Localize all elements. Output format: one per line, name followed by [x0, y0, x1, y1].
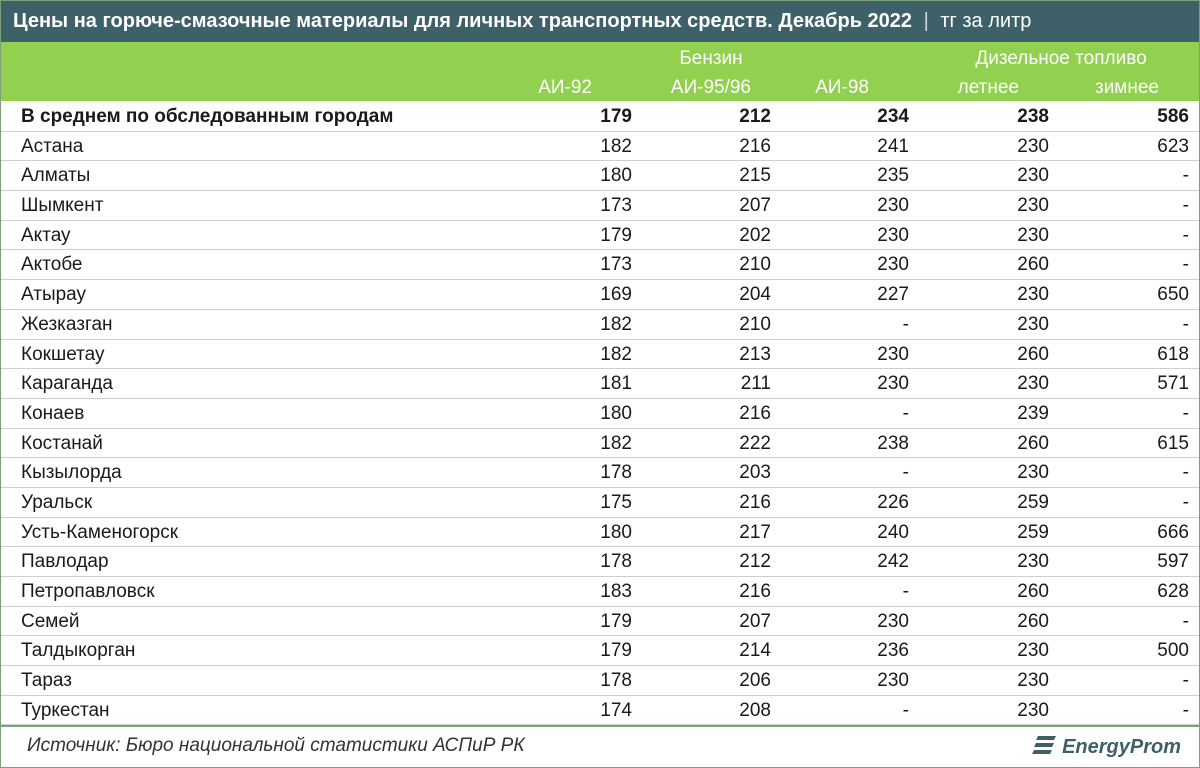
- price-cell-winter: -: [1182, 610, 1189, 632]
- price-cell-ai95: 216: [739, 581, 771, 602]
- table-row: [1, 280, 1199, 310]
- price-cell-ai92: 180: [600, 402, 632, 424]
- price-cell-ai95: 211: [740, 373, 771, 395]
- average-row: [1, 102, 1199, 132]
- price-cell-ai92: 179: [600, 640, 632, 662]
- price-cell-ai92: 173: [600, 195, 632, 217]
- city-label: Кызылорда: [21, 462, 122, 484]
- column-header-ai98: АИ-98: [815, 77, 869, 98]
- price-cell-ai98: 230: [877, 195, 909, 217]
- price-cell-ai95: 216: [739, 402, 771, 424]
- price-cell-ai92: 180: [600, 521, 632, 543]
- price-cell-winter: -: [1182, 462, 1189, 484]
- table-row: [1, 518, 1199, 548]
- column-header-ai95: АИ-95/96: [670, 77, 751, 98]
- table-row: [1, 310, 1199, 340]
- price-cell-ai95: 222: [739, 432, 771, 454]
- price-cell-ai98: 230: [877, 670, 909, 692]
- price-cell-ai98: 241: [877, 135, 909, 157]
- price-cell-winter: 623: [1157, 135, 1189, 157]
- column-group-benzin: Бензин: [679, 48, 743, 69]
- price-cell-winter: 618: [1157, 343, 1189, 365]
- price-cell-winter: 666: [1157, 521, 1189, 543]
- price-cell-summer: 259: [1017, 491, 1049, 513]
- price-cell-ai92: 178: [600, 670, 632, 692]
- energyprom-logo-icon: [1032, 734, 1058, 761]
- price-cell-ai95: 216: [739, 135, 771, 157]
- table-row: [1, 696, 1199, 726]
- price-cell-summer: 230: [1017, 640, 1049, 662]
- price-cell-ai92: 179: [600, 224, 632, 246]
- price-cell-winter: -: [1182, 254, 1189, 276]
- price-cell-ai92: 182: [600, 432, 632, 454]
- column-group-diesel: Дизельное топливо: [975, 48, 1147, 69]
- city-label: Алматы: [21, 165, 91, 187]
- price-cell-winter: -: [1182, 402, 1189, 424]
- city-label: Атырау: [21, 284, 87, 306]
- price-cell-ai95: 202: [739, 224, 771, 246]
- price-cell-ai98: 230: [877, 610, 909, 632]
- price-cell-summer: 230: [1017, 195, 1049, 217]
- price-cell-ai98: -: [902, 699, 909, 721]
- price-cell-summer: 230: [1017, 135, 1049, 157]
- price-cell-ai92: 180: [600, 165, 632, 187]
- price-cell-ai92: 175: [600, 491, 632, 513]
- price-cell-ai95: 212: [739, 551, 771, 573]
- table-row: [1, 369, 1199, 399]
- logo-text: EnergyProm: [1062, 736, 1181, 758]
- price-cell-summer: 260: [1017, 254, 1049, 276]
- price-cell-ai98: 227: [877, 284, 909, 306]
- price-cell-winter: -: [1182, 491, 1189, 513]
- footer: [1, 725, 1199, 768]
- price-cell-summer: 259: [1017, 521, 1049, 543]
- price-cell-ai95: 207: [739, 610, 771, 632]
- city-label: Талдыкорган: [21, 640, 136, 662]
- price-cell-winter: 628: [1157, 581, 1189, 602]
- price-cell-ai98: 240: [877, 521, 909, 543]
- price-cell-summer: 230: [1017, 670, 1049, 692]
- price-cell-ai95: 210: [739, 313, 771, 335]
- price-cell-ai98: 226: [877, 491, 909, 513]
- price-cell-ai98: 230: [877, 254, 909, 276]
- city-label: Актобе: [21, 254, 83, 276]
- price-cell-ai95: 214: [739, 640, 771, 662]
- price-cell-winter: 586: [1157, 106, 1189, 127]
- price-cell-ai98: 230: [877, 373, 909, 395]
- table-row: [1, 429, 1199, 459]
- price-cell-ai92: 178: [600, 462, 632, 484]
- price-cell-ai98: -: [902, 581, 909, 602]
- price-cell-ai95: 215: [739, 165, 771, 187]
- price-cell-ai98: 230: [877, 343, 909, 365]
- city-label: В среднем по обследованным городам: [21, 106, 394, 127]
- price-cell-summer: 230: [1017, 551, 1049, 573]
- price-cell-winter: -: [1182, 195, 1189, 217]
- city-label: Семей: [21, 610, 80, 632]
- city-label: Жезказган: [21, 313, 113, 335]
- price-cell-ai92: 173: [600, 254, 632, 276]
- price-cell-summer: 260: [1017, 581, 1049, 602]
- price-cell-summer: 238: [1017, 106, 1049, 127]
- price-cell-summer: 260: [1017, 432, 1049, 454]
- city-label: Караганда: [21, 373, 113, 395]
- price-cell-ai92: 182: [600, 343, 632, 365]
- price-cell-summer: 230: [1017, 462, 1049, 484]
- price-cell-summer: 230: [1017, 284, 1049, 306]
- price-cell-ai92: 181: [600, 373, 632, 395]
- price-cell-ai92: 169: [600, 284, 632, 306]
- source-note: Источник: Бюро национальной статистики АСПиР РК: [27, 735, 525, 756]
- price-cell-winter: 650: [1157, 284, 1189, 306]
- city-label: Костанай: [21, 432, 103, 454]
- city-label: Актау: [21, 224, 71, 246]
- table-row: [1, 221, 1199, 251]
- city-label: Уральск: [21, 491, 93, 513]
- table-row: [1, 577, 1199, 607]
- price-cell-summer: 260: [1017, 343, 1049, 365]
- price-cell-summer: 230: [1017, 313, 1049, 335]
- table-row: [1, 547, 1199, 577]
- title-separator: |: [923, 10, 929, 32]
- price-cell-ai95: 203: [739, 462, 771, 484]
- city-label: Туркестан: [21, 699, 110, 721]
- table-row: [1, 666, 1199, 696]
- table-row: [1, 399, 1199, 429]
- price-cell-ai92: 182: [600, 135, 632, 157]
- price-cell-ai92: 182: [600, 313, 632, 335]
- price-cell-winter: -: [1182, 313, 1189, 335]
- table-row: [1, 191, 1199, 221]
- column-header-winter: зимнее: [1094, 77, 1159, 98]
- price-cell-ai98: 238: [877, 432, 909, 454]
- price-cell-winter: 571: [1157, 373, 1189, 395]
- price-cell-summer: 230: [1017, 373, 1049, 395]
- price-cell-winter: -: [1182, 224, 1189, 246]
- table-row: [1, 636, 1199, 666]
- price-cell-ai98: 236: [877, 640, 909, 662]
- price-cell-ai98: 234: [877, 106, 909, 127]
- price-cell-winter: 615: [1157, 432, 1189, 454]
- price-cell-winter: 500: [1157, 640, 1189, 662]
- table-row: [1, 250, 1199, 280]
- price-cell-ai98: 230: [877, 224, 909, 246]
- column-header-summer: летнее: [957, 77, 1019, 98]
- price-cell-ai95: 212: [739, 106, 771, 127]
- price-cell-ai98: 235: [877, 165, 909, 187]
- city-label: Конаев: [21, 402, 85, 424]
- price-cell-summer: 260: [1017, 610, 1049, 632]
- price-cell-summer: 230: [1017, 699, 1049, 721]
- price-cell-ai92: 178: [600, 551, 632, 573]
- city-label: Шымкент: [21, 195, 104, 217]
- table-row: [1, 607, 1199, 637]
- city-label: Кокшетау: [21, 343, 105, 365]
- title-unit: тг за литр: [940, 10, 1032, 32]
- price-cell-winter: -: [1182, 670, 1189, 692]
- city-label: Тараз: [21, 670, 72, 692]
- price-cell-ai95: 207: [739, 195, 771, 217]
- price-cell-ai98: 242: [877, 551, 909, 573]
- title-bar: [1, 1, 1199, 42]
- price-cell-ai95: 210: [739, 254, 771, 276]
- price-cell-ai95: 213: [739, 343, 771, 365]
- energyprom-logo: [1032, 734, 1181, 761]
- page-title: Цены на горюче-смазочные материалы для личных транспортных средств. Декабрь 2022: [13, 10, 913, 32]
- city-label: Усть-Каменогорск: [21, 521, 179, 543]
- table-row: [1, 458, 1199, 488]
- city-label: Павлодар: [21, 551, 109, 573]
- price-cell-summer: 239: [1017, 402, 1049, 424]
- price-cell-summer: 230: [1017, 165, 1049, 187]
- price-cell-ai92: 174: [600, 699, 632, 721]
- price-cell-winter: 597: [1157, 551, 1189, 573]
- price-cell-ai98: -: [902, 462, 909, 484]
- price-cell-ai92: 183: [600, 581, 632, 602]
- price-cell-winter: -: [1182, 165, 1189, 187]
- price-cell-ai95: 204: [739, 284, 771, 306]
- table-row: [1, 132, 1199, 162]
- price-cell-ai95: 206: [739, 670, 771, 692]
- table-row: [1, 488, 1199, 518]
- price-cell-ai95: 217: [739, 521, 771, 543]
- price-cell-summer: 230: [1017, 224, 1049, 246]
- city-label: Астана: [21, 135, 84, 157]
- price-cell-winter: -: [1182, 699, 1189, 721]
- price-cell-ai92: 179: [600, 106, 632, 127]
- table-body: [1, 102, 1199, 725]
- table-row: [1, 340, 1199, 370]
- column-header-ai92: АИ-92: [538, 77, 592, 98]
- price-cell-ai95: 216: [739, 491, 771, 513]
- table-row: [1, 161, 1199, 191]
- price-cell-ai98: -: [902, 313, 909, 335]
- table-header: [1, 42, 1199, 101]
- price-cell-ai92: 179: [600, 610, 632, 632]
- price-cell-ai98: -: [902, 402, 909, 424]
- price-cell-ai95: 208: [739, 699, 771, 721]
- city-label: Петропавловск: [21, 581, 155, 602]
